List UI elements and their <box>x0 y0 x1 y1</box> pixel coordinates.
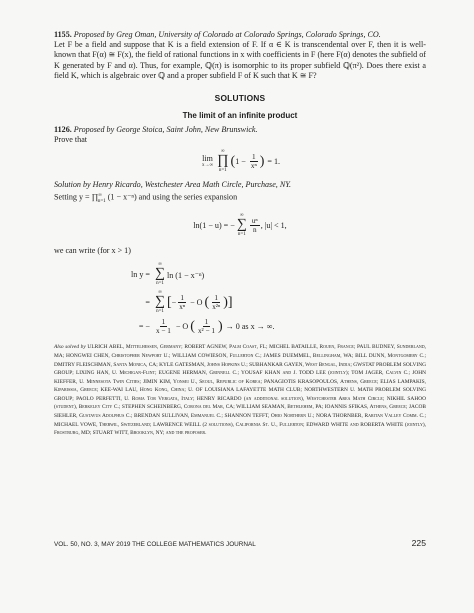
eq3-l3-lhs: = − <box>138 322 150 332</box>
equation-limit-product <box>54 149 426 174</box>
setting-lead: Setting y = ∏ <box>54 192 99 202</box>
right-paren: ) <box>217 318 223 334</box>
eq3-l3-den2: x² − 1 <box>197 327 215 336</box>
eq3-l2-frac2 <box>210 294 222 311</box>
product-upper: ∞ <box>220 149 225 155</box>
eq3-sum2-upper: ∞ <box>158 290 162 296</box>
problem-1126-number: 1126. <box>54 125 72 135</box>
eq1-fraction <box>249 153 259 170</box>
product-lower: n=1 <box>218 168 227 174</box>
left-bracket: [ <box>166 294 172 310</box>
setting-line <box>54 191 426 208</box>
solutions-heading: SOLUTIONS <box>214 93 266 104</box>
eq3-l1-rhs: ln (1 − x⁻ⁿ) <box>166 270 205 280</box>
product-symbol: ∏ <box>217 153 229 169</box>
eq3-sum-2 <box>155 290 165 315</box>
solution-by-text: Solution by Henry Ricardo, Westchester Area Math Circle, Purchase, NY. <box>54 180 292 190</box>
eq3-l2-den1: xⁿ <box>179 303 186 312</box>
eq2-condition: , |u| < 1, <box>260 221 287 231</box>
eq1-rhs: = 1. <box>267 157 281 167</box>
prove-that-text: Prove that <box>54 135 88 145</box>
problem-1155-body: Let F be a field and suppose that K is a field extension of F. If α ∈ K is transcendental over F, then it is well-known that F(α) ≅ F(x), the field of rational functions in x with coefficients in F (here F(α) denotes the subfield of K generated by F and α). Thus, for example, ℚ(π) is isomorphic to its proper subfield ℚ(π²). Does there exist a field K, which is algebraic over ℚ and a proper subfield F of K such that K ≅ F? <box>54 40 426 80</box>
limit-operator <box>202 154 213 169</box>
journal-citation: VOL. 50, NO. 3, MAY 2019 THE COLLEGE MATHEMATICS JOURNAL <box>54 541 256 548</box>
left-paren: ( <box>204 294 210 310</box>
eq3-l3-tail: → 0 as x → ∞. <box>225 322 275 332</box>
eq3-line-2 <box>116 290 426 315</box>
setting-sub: n=1 <box>97 198 106 204</box>
equation-log-series <box>54 213 426 238</box>
solution-title: The limit of an infinite product <box>182 111 298 121</box>
problem-1126-header <box>54 125 426 135</box>
also-solved-label: Also solved by <box>54 344 86 351</box>
eq3-line-3 <box>116 318 426 335</box>
eq1-one: 1 <box>235 157 240 167</box>
eq1-minus: − <box>241 157 246 167</box>
eq3-l2-frac1 <box>177 294 187 311</box>
eq3-l2-num2: 1 <box>214 294 218 303</box>
product-operator <box>217 149 229 174</box>
right-paren: ) <box>223 294 228 310</box>
sum-lower: n=1 <box>237 232 246 238</box>
eq3-l1-lhs: ln y = <box>131 270 150 280</box>
eq1-denominator: xⁿ <box>250 162 257 171</box>
eq3-l2-lhs: = <box>145 298 150 308</box>
also-solved-by <box>54 343 426 438</box>
eq3-l3-frac2 <box>196 318 217 335</box>
eq2-lhs: ln(1 − u) = − <box>193 221 235 231</box>
eq3-line-1 <box>116 262 426 287</box>
eq3-l3-num1: 1 <box>161 318 166 327</box>
eq2-fraction <box>250 217 260 234</box>
eq3-l3-frac1 <box>154 318 173 335</box>
problem-1155-proposer: Proposed by Greg Oman, University of Colorado at Colorado Springs, Colorado Springs, CO. <box>73 30 381 39</box>
eq3-l2-den2: x²ⁿ <box>212 303 221 312</box>
eq3-l3-den1: x − 1 <box>156 327 171 336</box>
eq1-numerator: 1 <box>251 153 256 162</box>
sum-upper: ∞ <box>240 213 244 219</box>
left-paren: ( <box>190 318 195 334</box>
setting-tail: (1 − x⁻ⁿ) and using the series expansion <box>107 192 238 202</box>
eq3-sum-1 <box>155 262 165 287</box>
right-bracket: ] <box>227 294 233 310</box>
page-footer <box>54 538 426 548</box>
page-number: 225 <box>411 538 426 548</box>
eq2-denominator: n <box>252 226 257 235</box>
lim-text: lim <box>202 154 213 164</box>
eq3-sum2-lower: n=1 <box>156 309 164 315</box>
sum-symbol: ∑ <box>155 294 165 310</box>
eq3-l3-num2: 1 <box>204 318 209 327</box>
journal-page <box>54 30 426 438</box>
right-paren: ) <box>259 153 265 169</box>
eq3-l2-num1: 1 <box>180 294 184 303</box>
sum-operator <box>237 213 247 238</box>
eq3-l2-bigo: − O <box>190 298 203 308</box>
eq3-sum1-upper: ∞ <box>158 262 162 268</box>
solution-by <box>54 180 426 190</box>
also-solved-list: ULRICH ABEL, Mittelhessen, Germany; ROBERT AGNEW, Palm Coast, FL; MICHEL BATAILLE, Rouen, France; PAUL BUDNEY, Sunderland, MA; HONGWEI CHEN, Christopher Newport U.; WILLIAM COWIESON, Fullerton C.; JAMES DUEMMEL, Bellingham, WA; BILL DUNN, Montgomery C.; DMITRY FLEISCHMAN, Santa Monica, CA; KYLE GATESMAN, Johns Hopkins U.; SUBHANKAR GAYEN, West Bengal, India; GWSTAT PROBLEM SOLVING GROUP; LIXING HAN, U. Michigan-Flint; EUGENE HERMAN, Grinnell C.; YOUSAF KHAN and J. TODD LEE (jointly); TOM JAGER, Calvin C.; JOHN KIEFFER, U. Minnesota Twin Cities; JIMIN KIM, Yonsei U., Seoul, Republic of Korea; PANAGIOTIS KRASOPOULOS, Athens, Greece; ELIAS LAMPAKIS, Kiparissia, Greece; KEE-WAI LAU, Hong Kong, China; U. OF LOUISIANA LAFAYETTE MATH CLUB; NORTHWESTERN U. MATH PROBLEM SOLVING GROUP; PAOLO PERFETTI, U. Roma Tor Vergata, Italy; HENRY RICARDO (an additional solution), Westchester Area Math Circle; NIKHIL SAHOO (student), Berkeley City C.; STEPHEN SCHEINBERG, Corona del Mar, CA; WILLIAM SEAMAN, Bethlehem, PA; IOANNIS SFIKAS, Athens, Greece; JACOB SIEHLER, Gustavus Adolphus C.; BRENDAN SULLIVAN, Emmanuel C.; SHANNON TEFFT, Ohio Northern U.; NORA THORNBER, Raritan Valley Comm. C.; MICHAEL VOWE, Therwil, Switzerland; LAWRENCE WEILL (2 solutions), California St. U., Fullerton; EDWARD WHITE and ROBERTA WHITE (jointly), Frostburg, MD; STUART WITT, Brooklyn, NY; and the proposer. <box>54 344 426 437</box>
setting-sup: ∞ <box>98 192 102 198</box>
lim-subscript: x→∞ <box>201 163 214 169</box>
eq3-l3-bigo: − O <box>175 322 189 332</box>
problem-1155-number: 1155. <box>54 30 72 39</box>
problem-1126-proposer: Proposed by George Stoica, Saint John, New Brunswick. <box>73 125 258 135</box>
eq2-numerator: uⁿ <box>251 217 258 226</box>
sum-symbol: ∑ <box>236 217 247 233</box>
we-can-write: we can write (for x > 1) <box>54 246 131 256</box>
left-paren: ( <box>230 153 236 169</box>
eq3-l2-minus: − <box>171 298 177 308</box>
problem-1155-header <box>54 30 426 40</box>
sum-symbol: ∑ <box>155 266 165 282</box>
equation-ln-y <box>116 262 426 335</box>
eq3-sum1-lower: n=1 <box>156 281 164 287</box>
